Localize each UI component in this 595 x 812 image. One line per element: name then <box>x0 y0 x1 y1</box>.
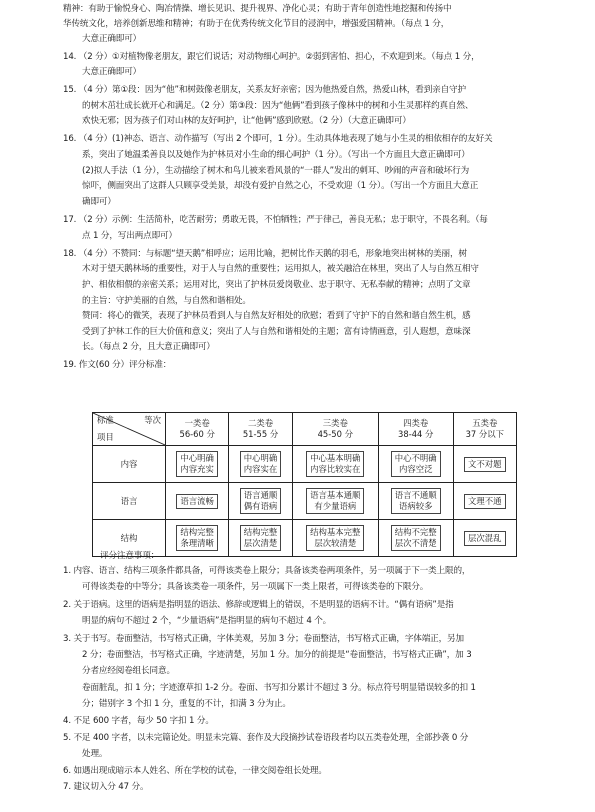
row-label: 内容 <box>93 446 166 483</box>
corner-label-standard: 标准 <box>97 415 114 425</box>
note-line: 明显的病句不超过 2 个，“少量语病”是指明显的病句不超过 4 个。 <box>82 616 332 626</box>
column-header: 五类卷 37 分以下 <box>453 413 516 446</box>
grading-cell <box>292 483 378 520</box>
note-line: 2 分；卷面整洁，书写格式正确，字迹清楚，另加 1 分。加分的前提是“卷面整洁，书写格式正确”，加 3 <box>82 650 472 660</box>
text-line: 19. 作文(60 分）评分标准： <box>63 360 172 370</box>
cell-text-line: 结构完整 <box>243 527 278 537</box>
note-line: 2. 关于语病。这里的语病是指明显的语法、修辞或逻辑上的错误，不是明显的语病不计。“偶有语病”是指 <box>63 600 454 610</box>
cell-text-box <box>464 531 506 546</box>
cell-text-line: 中心明确 <box>180 453 214 463</box>
grading-cell <box>229 483 292 520</box>
text-line: 大意正确即可） <box>82 34 142 44</box>
text-line: 精神：有助于愉悦身心、陶冶情操、增长见识、提升视界、净化心灵；有助于青年创造性地挖掘和传扬中 <box>63 4 452 14</box>
cell-text-line: 层次较清楚 <box>314 538 357 548</box>
text-line: 的树木茁壮成长就开心和满足。（2 分）第③段：因为“他俩”看到孩子像林中的树和小生灵那样约真自然、 <box>82 101 474 111</box>
grading-cell <box>166 520 229 557</box>
text-line: 欢快无邪；因为孩子们对山林的友好呵护，让“他俩”感到欣慰。（2 分）（大意正确即可） <box>82 116 411 126</box>
corner-label-item: 项目 <box>97 432 114 442</box>
text-line: 18. （4 分）不赞同：与标题“望天鹅”相呼应；运用比喻，把树比作天鹅的羽毛，形象地突出树林的美丽，树 <box>63 249 467 259</box>
column-header: 二类卷 51-55 分 <box>229 413 292 446</box>
cell-text-box <box>391 451 441 477</box>
grading-cell <box>292 520 378 557</box>
text-line: 点 1 分，写出两点即可） <box>82 231 177 241</box>
cell-text-line: 层次不清楚 <box>394 538 437 548</box>
grading-cell <box>229 520 292 557</box>
text-line: 17. （2 分）示例：生活简朴，吃苦耐劳；勇敢无畏，不怕牺牲；严于律己，善良无私；忠于职守，不畏名利。（每 <box>63 215 488 225</box>
text-line: (2)拟人手法（1 分），生动描绘了树木和鸟儿被来看风景的“一群人”发出的刺耳、吵闹的声音和破坏行为 <box>82 166 470 176</box>
grading-cell <box>453 446 516 483</box>
grading-table-row <box>93 446 517 483</box>
corner-label-grade: 等次 <box>144 415 161 425</box>
cell-text-line: 语病较多 <box>398 501 433 511</box>
cell-text-line: 内容实在 <box>243 464 278 474</box>
row-label: 语言 <box>93 483 166 520</box>
grading-cell <box>229 446 292 483</box>
note-line: 4. 不足 600 字者，每少 50 字扣 1 分。 <box>63 716 214 726</box>
grading-cell <box>292 446 378 483</box>
note-line: 分者应经阅卷组长同意。 <box>82 666 175 676</box>
table-corner-cell <box>93 413 166 446</box>
cell-text-line: 内容充实 <box>180 464 214 474</box>
grading-table <box>92 412 517 557</box>
text-line: 大意正确即可） <box>82 67 142 77</box>
text-line: 15. （4 分）第①段：因为“他”和树鼓像老朋友，关系友好亲密；因为他热爱自然，热爱山林，看到亲自守护 <box>63 85 466 95</box>
grading-table-row <box>93 483 517 520</box>
cell-text-line: 有少量语病 <box>314 501 357 511</box>
notes-title: 评分注意事项： <box>100 551 160 561</box>
text-line: 16. （4 分）(1)神态、语言、动作描写（写出 2 个即可，1 分）。生动具体地表现了她与小生灵的相依相存的友好关 <box>63 134 493 144</box>
text-line: 赞同：将心的微笑，表现了护林员看到人与自然友好相处的欣慰；看到了守护下的自然和谐自然生机，感 <box>82 311 471 321</box>
cell-text-box <box>464 494 506 509</box>
cell-text-box <box>176 451 218 477</box>
grading-table-body <box>93 446 517 557</box>
cell-text-box <box>176 494 218 509</box>
grading-cell <box>378 520 453 557</box>
cell-text-line: 结构基本完整 <box>310 527 361 537</box>
text-line: 确即可） <box>82 197 116 207</box>
note-line: 7. 建议切入分 47 分。 <box>63 782 149 792</box>
cell-text-box <box>306 525 364 551</box>
note-line: 6. 如遇出现成暗示本人姓名、所在学校的试卷，一律交阅卷组长处理。 <box>63 766 327 776</box>
note-line: 5. 不足 400 字者，以未完篇论处。明显未完篇、套作及大段摘抄试卷语段者均以五类卷处理，全部抄袭 0 分 <box>63 733 469 743</box>
cell-text-line: 结构不完整 <box>394 527 437 537</box>
cell-text-line: 语言不通顺 <box>394 490 437 500</box>
text-line: 惊吓，侧面突出了这群人只顾享受美景，却没有爱护自然之心，不受欢迎（1 分）。（写出一个方面且大意正 <box>82 181 479 191</box>
note-line: 1. 内容、语言、结构三项条件都具备，可得该类卷上限分；具备该类卷两项条件，另一项属于下一类上限的， <box>63 566 471 576</box>
cell-text-line: 文不对题 <box>468 458 502 469</box>
text-line: 护、相依相偎的亲密关系；运用对比，突出了护林员爱岗敬业、忠于职守、无私奉献的精神；点明了文章 <box>82 280 471 290</box>
note-line: 处理。 <box>82 749 108 759</box>
cell-text-box <box>240 488 282 514</box>
cell-text-box <box>176 525 218 551</box>
cell-text-box <box>391 525 441 551</box>
note-line: 分；错别字 3 个扣 1 分，重复的不计，扣满 3 分为止。 <box>82 699 291 709</box>
cell-text-box <box>306 451 364 477</box>
note-line: 卷面脏乱，扣 1 分；字迹潦草扣 1-2 分。卷面、书写扣分累计不超过 3 分。标点符号明显错误较多的扣 1 <box>82 683 476 693</box>
cell-text-line: 偶有语病 <box>243 501 278 511</box>
text-line: 华传统文化，培养创新思维和精神；有助于在优秀传统文化节目的浸润中，增强爱国精神。（每点 1 分， <box>63 19 450 29</box>
text-line: 长。（每点 2 分，且大意正确即可） <box>82 342 215 352</box>
grading-cell <box>378 446 453 483</box>
grading-cell <box>453 483 516 520</box>
grading-cell <box>166 483 229 520</box>
cell-text-line: 条理清晰 <box>180 538 214 548</box>
cell-text-line: 层次混乱 <box>468 532 502 543</box>
column-header: 四类卷 38-44 分 <box>378 413 453 446</box>
row-label: 结构 <box>93 520 166 557</box>
cell-text-line: 结构完整 <box>180 527 214 537</box>
cell-text-line: 内容比较实在 <box>310 464 361 474</box>
cell-text-line: 中心基本明确 <box>310 453 361 463</box>
grading-table-header-row <box>93 413 517 446</box>
cell-text-line: 语言流畅 <box>180 495 214 506</box>
note-line: 3. 关于书写。卷面整洁，书写格式正确，字体美观，另加 3 分；卷面整洁，书写格式正确，字体端正，另加 <box>63 634 464 644</box>
cell-text-line: 语言通顺 <box>243 490 278 500</box>
note-line: 可得该类卷的中等分；具备该类卷一项条件，另一项属下一类上限者，可得该类卷的下限分。 <box>82 582 429 592</box>
text-line: 受到了护林工作的巨大价值和意义；突出了人与自然和谐相处的主题；富有诗情画意，引人遐想，意味深 <box>82 327 471 337</box>
text-line: 系，突出了她温柔善良以及她作为护林员对小生命的细心呵护（1 分）。（写出一个方面且大意正确即可） <box>82 150 470 160</box>
cell-text-box <box>240 525 282 551</box>
text-line: 的主旨：守护美丽的自然，与自然和谐相处。 <box>82 296 251 306</box>
cell-text-line: 中心不明确 <box>394 453 437 463</box>
cell-text-box <box>306 488 364 514</box>
cell-text-line: 中心明确 <box>243 453 278 463</box>
grading-cell <box>453 520 516 557</box>
cell-text-line: 语言基本通顺 <box>310 490 361 500</box>
cell-text-line: 层次清楚 <box>243 538 278 548</box>
text-line: 14. （2 分）①对植物像老朋友，跟它们说话；对动物细心呵护。②弱到害怕、担心，不欢迎到来。（每点 1 分， <box>63 52 480 62</box>
grading-cell <box>378 483 453 520</box>
text-line: 木对于望天鹅林场的重要性，对于人与自然的重要性；运用拟人，被关融洽在林里，突出了人与自然互相守 <box>82 264 479 274</box>
cell-text-line: 文理不通 <box>468 495 502 506</box>
column-header: 三类卷 45-50 分 <box>292 413 378 446</box>
column-header: 一类卷 56-60 分 <box>166 413 229 446</box>
cell-text-box <box>240 451 282 477</box>
cell-text-box <box>391 488 441 514</box>
cell-text-box <box>464 457 506 472</box>
grading-cell <box>166 446 229 483</box>
cell-text-line: 内容空泛 <box>398 464 433 474</box>
